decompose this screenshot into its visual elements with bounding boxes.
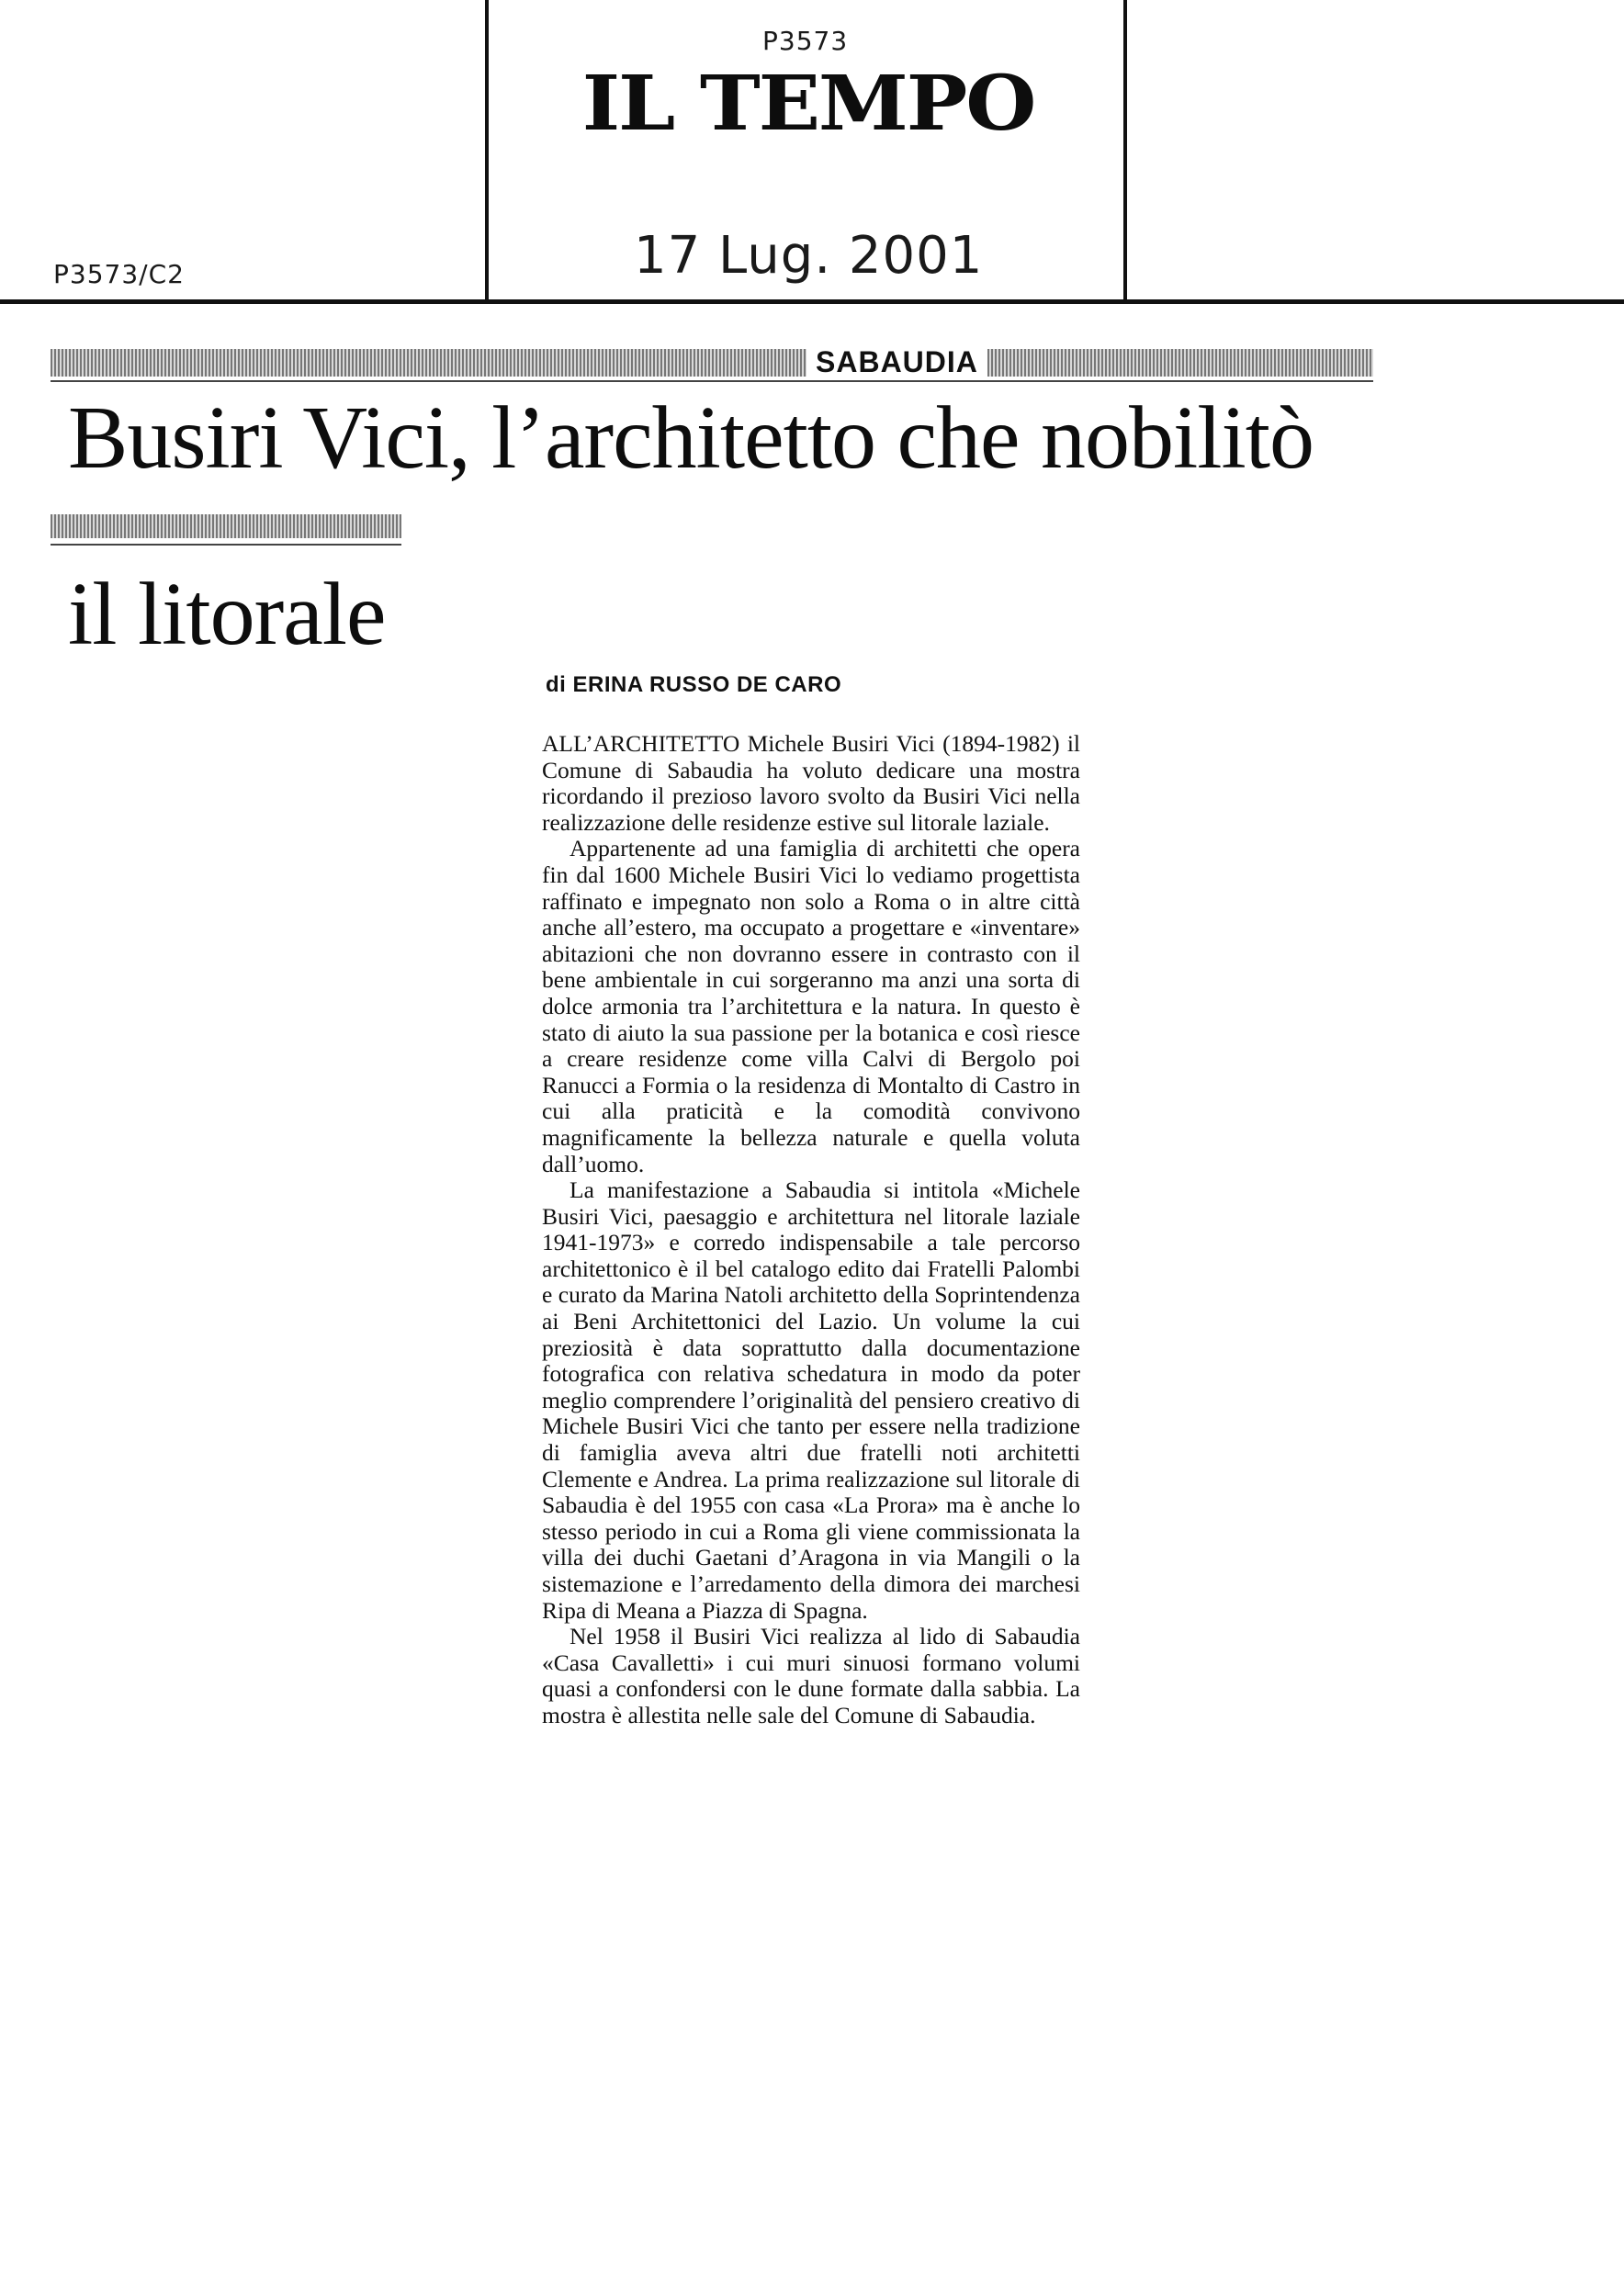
header-left-rule bbox=[485, 0, 489, 301]
headline-shade-rule bbox=[51, 544, 401, 546]
article-paragraph: Appartenente ad una famiglia di architetti che opera fin dal 1600 Michele Busiri Vici lo vediamo progettista raffinato e impegnato non solo a Roma o in altre città anche all’estero, ma occupato a progettare e «inventare» abitazioni che non dovranno essere in contrasto con il bene ambientale in cui sorgeranno ma anzi una sorta di dolce armonia tra l’architettura e la natura. In questo è stato di aiuto la sua passione per la botanica e così riesce a creare residenze come villa Calvi di Bergolo poi Ranucci a Formia o la residenza di Montalto di Castro in cui alla praticità e la comodità convivono magnificamente la bellezza naturale e quella voluta dall’uomo. bbox=[542, 835, 1080, 1177]
archive-code-top: P3573 bbox=[762, 26, 849, 56]
publication-date: 17 Lug. 2001 bbox=[634, 226, 984, 286]
article-body bbox=[542, 731, 1080, 1729]
header-right-rule bbox=[1123, 0, 1127, 301]
article-paragraph: ALL’ARCHITETTO Michele Busiri Vici (1894-1982) il Comune di Sabaudia ha voluto dedicare una mostra ricordando il prezioso lavoro svolto da Busiri Vici nella realizzazione delle residenze estive sul litorale laziale. bbox=[542, 730, 1080, 836]
article-paragraph: Nel 1958 il Busiri Vici realizza al lido di Sabaudia «Casa Cavalletti» i cui muri sinuosi formano volumi quasi a confondersi con le dune formate dalla sabbia. La mostra è allestita nelle sale del Comune di Sabaudia. bbox=[542, 1623, 1080, 1728]
section-bar bbox=[51, 349, 1373, 377]
archive-code-left: P3573/C2 bbox=[53, 259, 185, 289]
section-label: SABAUDIA bbox=[806, 342, 987, 382]
headline-line-2: il litorale bbox=[68, 565, 386, 664]
headline-shade-bar bbox=[51, 514, 401, 538]
section-rule bbox=[51, 380, 1373, 382]
article-paragraph: La manifestazione a Sabaudia si intitola «Michele Busiri Vici, paesaggio e architettura nel litorale laziale 1941-1973» e corredo indispensabile a tale percorso architettonico è il bel catalogo edito dai Fratelli Palombi e curato da Marina Natoli architetto della Soprintendenza ai Beni Architettonici del Lazio. Un volume la cui preziosità è data soprattutto dalla documentazione fotografica con relativa schedatura in modo da poter meglio comprendere l’originalità del pensiero creativo di Michele Busiri Vici che tanto per essere nella tradizione di famiglia aveva altri due fratelli noti architetti Clemente e Andrea. La prima realizzazione sul litorale di Sabaudia è del 1955 con casa «La Prora» ma è anche lo stesso periodo in cui a Roma gli viene commissionata la villa dei duchi Gaetani d’Aragona in via Mangili o la sistemazione e l’arredamento della dimora dei marchesi Ripa di Meana a Piazza di Spagna. bbox=[542, 1176, 1080, 1624]
header-bottom-rule bbox=[0, 299, 1624, 304]
newspaper-masthead: IL TEMPO bbox=[581, 60, 1035, 148]
byline: di ERINA RUSSO DE CARO bbox=[546, 672, 842, 697]
headline-line-1: Busiri Vici, l’architetto che nobilitò bbox=[68, 388, 1314, 488]
